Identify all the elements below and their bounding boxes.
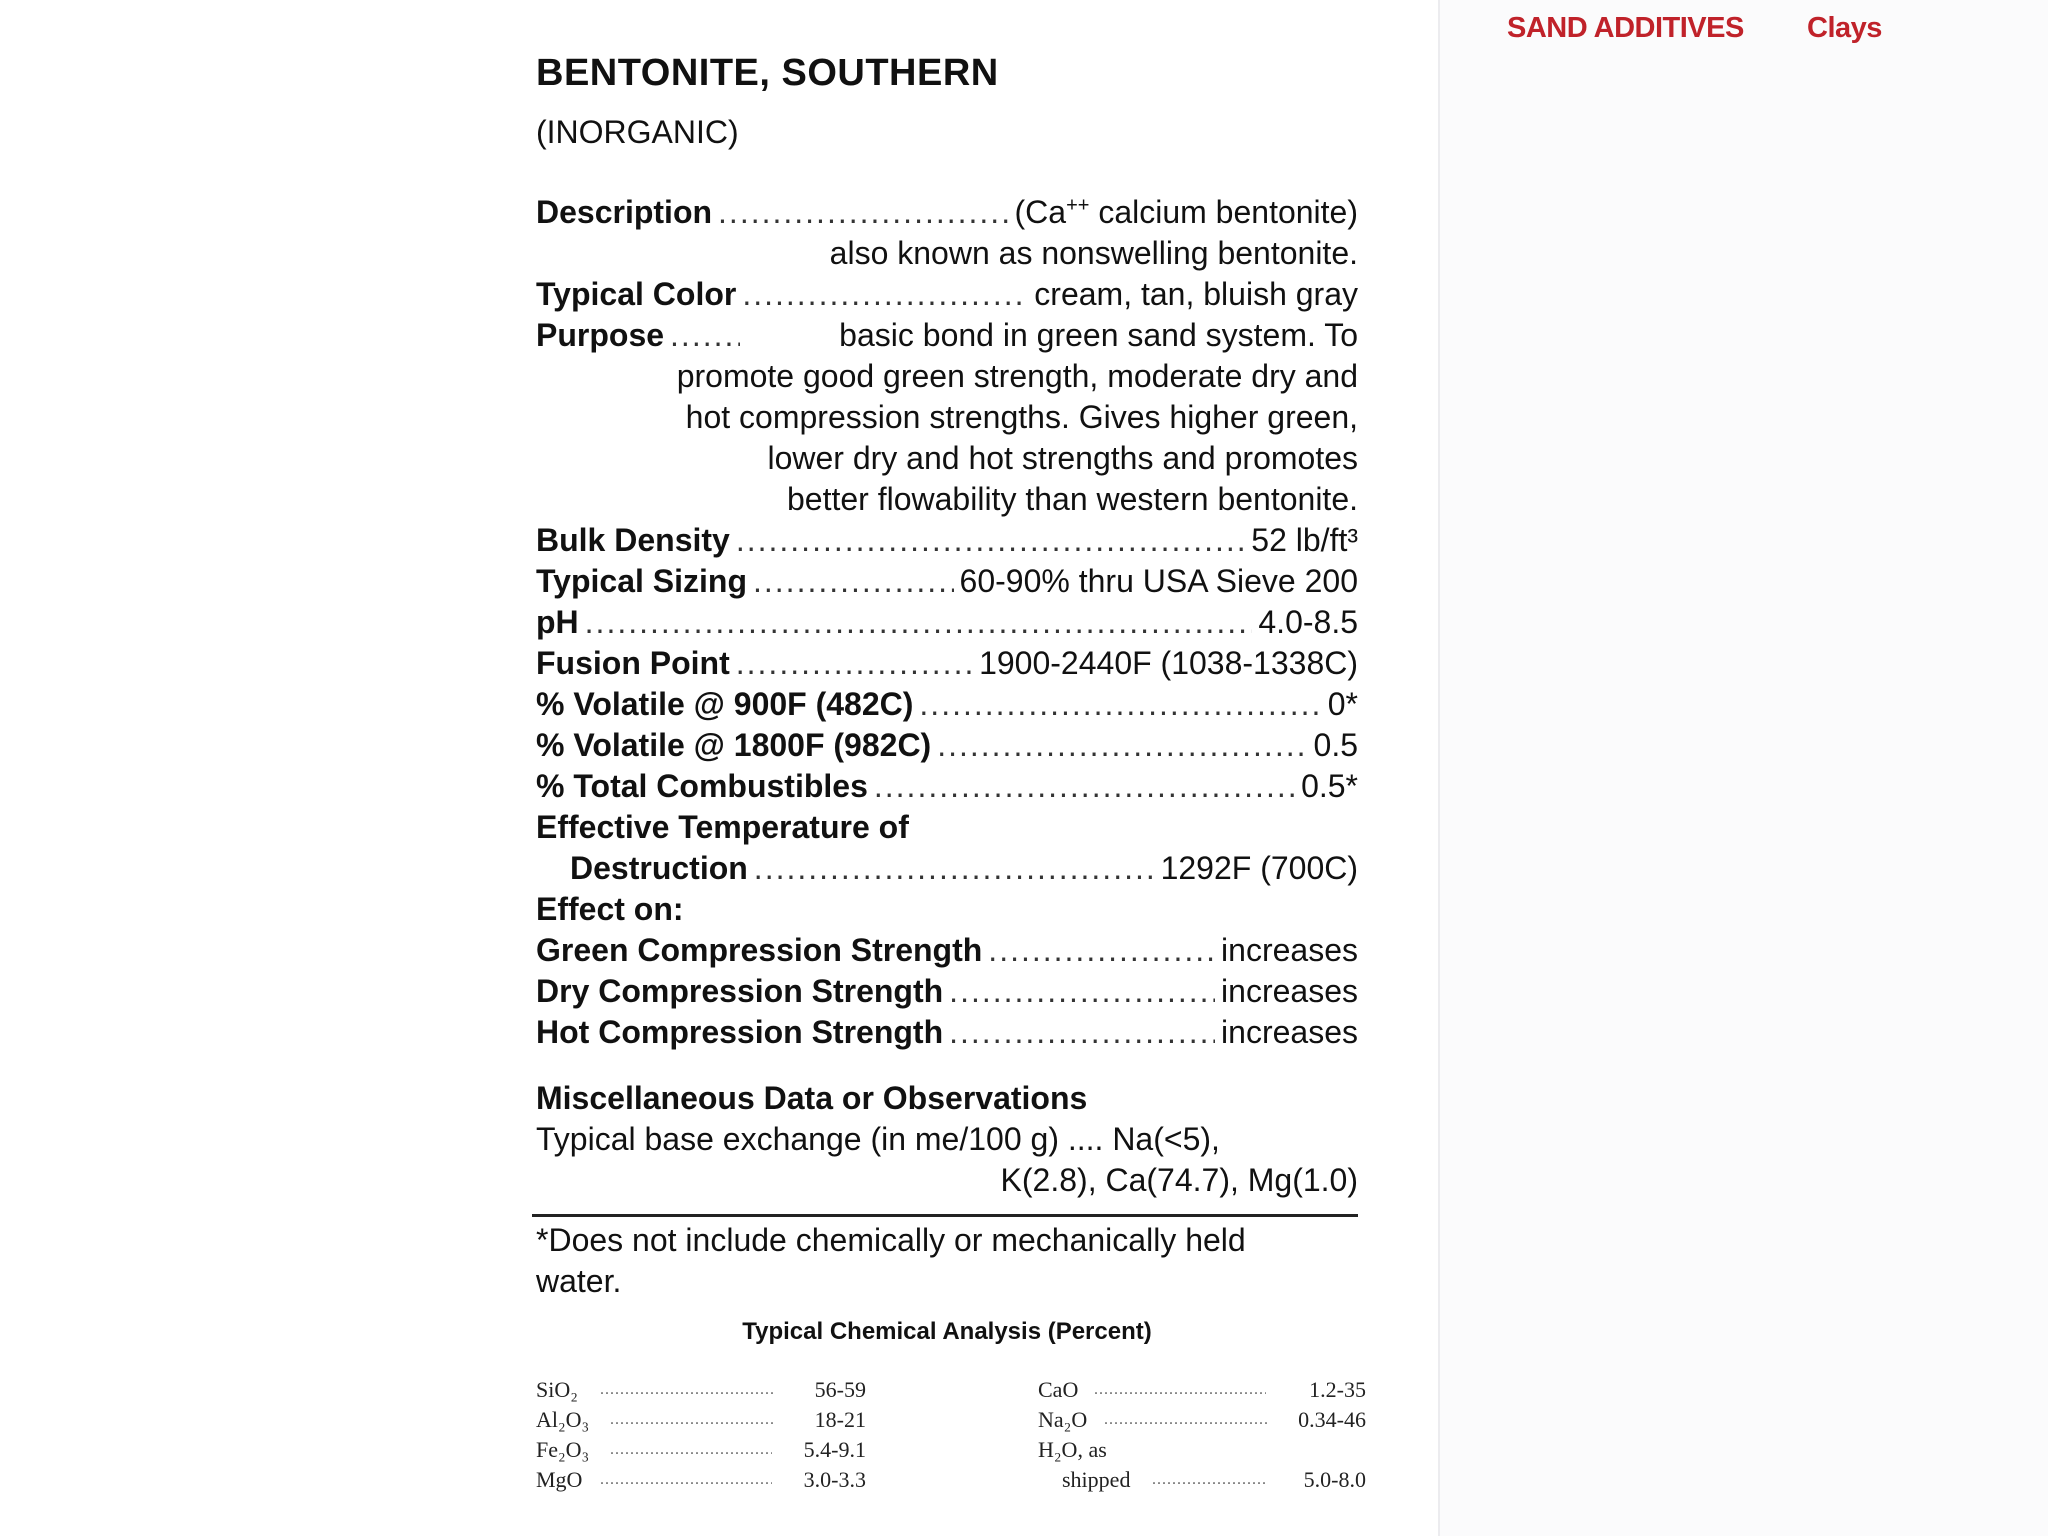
green-strength-label: Green Compression Strength [536, 932, 983, 968]
purpose-line: hot compression strengths. Gives higher green, [685, 399, 1358, 435]
description-row [536, 192, 1358, 233]
green-strength-row [536, 930, 1358, 971]
dry-strength-row [536, 971, 1358, 1012]
effective-temp-value: 1292F (700C) [1160, 850, 1358, 886]
hot-strength-label: Hot Compression Strength [536, 1014, 944, 1050]
volatile-900-value: 0* [1327, 686, 1358, 722]
leader-dots [742, 274, 1028, 315]
purpose-value: basic bond in green sand system. To [839, 317, 1358, 353]
description-value: (Ca++ calcium bentonite) [1014, 194, 1358, 230]
leader-dots [718, 192, 1008, 233]
dry-strength-value: increases [1221, 973, 1358, 1009]
typical-color-label: Typical Color [536, 276, 737, 312]
page-subtitle: (INORGANIC) [536, 114, 739, 150]
typical-sizing-row [536, 561, 1358, 602]
typical-color-row [536, 274, 1358, 315]
total-combustibles-label: % Total Combustibles [536, 768, 868, 804]
leader-dots [670, 315, 740, 356]
description-continuation: also known as nonswelling bentonite. [829, 235, 1358, 271]
green-strength-value: increases [1221, 932, 1358, 968]
volatile-1800-row [536, 725, 1358, 766]
fusion-point-value: 1900-2440F (1038-1338C) [979, 645, 1358, 681]
leader-dots [736, 643, 973, 684]
ph-value: 4.0-8.5 [1258, 604, 1358, 640]
purpose-row [536, 315, 1358, 356]
volatile-1800-value: 0.5 [1313, 727, 1358, 763]
effective-temp-label-2: Destruction [570, 850, 748, 886]
subcategory-tag: Clays [1807, 12, 1882, 44]
chem-row: CaO ..... 1.2-35 [1038, 1375, 1366, 1405]
chem-row: H₂O, as [1038, 1437, 1107, 1462]
bulk-density-label: Bulk Density [536, 522, 730, 558]
typical-sizing-value: 60-90% thru USA Sieve 200 [959, 563, 1358, 599]
leader-dots [949, 971, 1215, 1012]
effective-temp-row [570, 848, 1358, 889]
typical-color-value: cream, tan, bluish gray [1034, 276, 1358, 312]
leader-dots [919, 684, 1321, 725]
hot-strength-value: increases [1221, 1014, 1358, 1050]
purpose-line: better flowability than western bentonite. [787, 481, 1358, 517]
typical-sizing-label: Typical Sizing [536, 563, 747, 599]
side-panel [1438, 0, 2048, 1536]
hot-strength-row [536, 1012, 1358, 1053]
chemical-analysis-title: Typical Chemical Analysis (Percent) [742, 1318, 1152, 1345]
total-combustibles-value: 0.5* [1301, 768, 1358, 804]
divider-rule [532, 1214, 1358, 1217]
dry-strength-label: Dry Compression Strength [536, 973, 944, 1009]
chem-row: SiO₂ ..... 56-59 [536, 1375, 866, 1405]
fusion-point-row [536, 643, 1358, 684]
ph-label: pH [536, 604, 579, 640]
chem-row: Al₂O₃ ..... 18-21 [536, 1405, 866, 1435]
leader-dots [736, 520, 1245, 561]
category-tag: SAND ADDITIVES [1507, 12, 1744, 44]
fusion-point-label: Fusion Point [536, 645, 730, 681]
volatile-900-label: % Volatile @ 900F (482C) [536, 686, 914, 722]
leader-dots [754, 848, 1155, 889]
volatile-900-row [536, 684, 1358, 725]
leader-dots [874, 766, 1295, 807]
leader-dots [988, 930, 1215, 971]
chem-row: MgO ..... 3.0-3.3 [536, 1465, 866, 1495]
bulk-density-row [536, 520, 1358, 561]
purpose-label: Purpose [536, 317, 665, 353]
leader-dots [937, 725, 1307, 766]
description-label: Description [536, 194, 713, 230]
purpose-line: promote good green strength, moderate dry and [676, 358, 1358, 394]
bulk-density-value: 52 lb/ft³ [1251, 522, 1358, 558]
volatile-1800-label: % Volatile @ 1800F (982C) [536, 727, 932, 763]
leader-dots [585, 602, 1253, 643]
page-title: BENTONITE, SOUTHERN [536, 52, 999, 94]
chem-row: shipped ..... 5.0-8.0 [1038, 1465, 1366, 1495]
chem-row: Na₂O ..... 0.34-46 [1038, 1405, 1366, 1435]
misc-line: K(2.8), Ca(74.7), Mg(1.0) [1000, 1162, 1358, 1198]
footnote-line: *Does not include chemically or mechanically held [536, 1222, 1246, 1258]
leader-dots [753, 561, 954, 602]
effect-on-heading: Effect on: [536, 891, 684, 927]
chemical-analysis-right [1038, 1375, 1366, 1495]
footnote-line: water. [536, 1263, 622, 1299]
chem-row: Fe₂O₃ ..... 5.4-9.1 [536, 1435, 866, 1465]
ph-row [536, 602, 1358, 643]
total-combustibles-row [536, 766, 1358, 807]
chemical-analysis-left [536, 1375, 866, 1495]
effective-temp-label: Effective Temperature of [536, 809, 909, 845]
purpose-line: lower dry and hot strengths and promotes [767, 440, 1358, 476]
misc-heading: Miscellaneous Data or Observations [536, 1080, 1088, 1116]
leader-dots [949, 1012, 1215, 1053]
misc-line: Typical base exchange (in me/100 g) .... Na(<5), [536, 1121, 1220, 1157]
